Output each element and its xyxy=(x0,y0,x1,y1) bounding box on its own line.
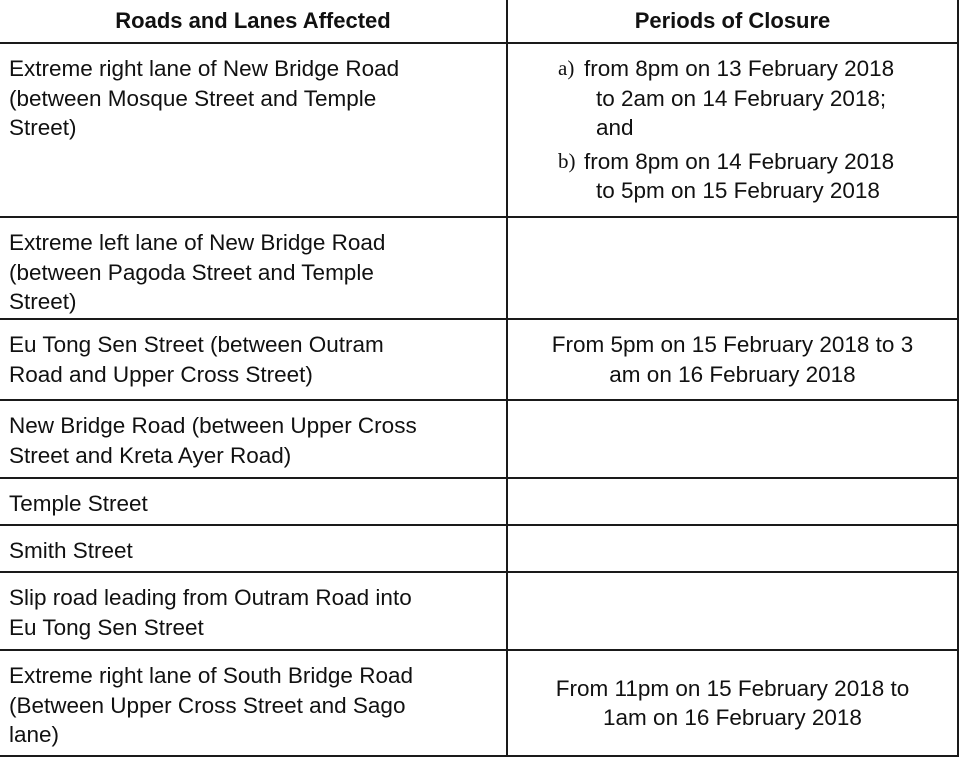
road-line: Eu Tong Sen Street xyxy=(9,614,204,640)
period-cell xyxy=(507,478,958,525)
road-cell xyxy=(0,572,507,650)
road-line: Temple Street xyxy=(9,491,148,516)
road-line: Extreme right lane of New Bridge Road xyxy=(9,56,400,81)
road-cell xyxy=(0,478,507,525)
period-line: From 11pm on 15 February 2018 to xyxy=(555,675,910,701)
list-marker: a) xyxy=(558,56,575,80)
road-line: Extreme left lane of New Bridge Road xyxy=(9,230,386,255)
road-cell xyxy=(0,43,507,217)
period-line: and xyxy=(596,115,634,140)
period-list-item xyxy=(558,147,947,206)
table-row xyxy=(0,319,958,400)
road-line: lane) xyxy=(9,722,60,747)
road-line: Street and Kreta Ayer Road) xyxy=(9,442,292,468)
road-cell xyxy=(0,400,507,478)
table-row xyxy=(0,572,958,650)
road-line: Road and Upper Cross Street) xyxy=(9,361,313,387)
road-cell xyxy=(0,319,507,400)
period-list-item xyxy=(558,54,947,143)
period-line: from 8pm on 13 February 2018 xyxy=(584,56,895,81)
table-row xyxy=(0,650,958,756)
header-periods: Periods of Closure xyxy=(507,0,958,43)
period-cell xyxy=(507,572,958,650)
road-line: Street) xyxy=(9,289,77,314)
road-line: Smith Street xyxy=(9,538,133,563)
period-cell xyxy=(507,650,958,756)
period-line: 1am on 16 February 2018 xyxy=(603,705,862,730)
header-row xyxy=(0,0,958,43)
table-row xyxy=(0,525,958,572)
period-cell xyxy=(507,217,958,319)
period-line: to 2am on 14 February 2018; xyxy=(596,85,887,111)
road-line: Street) xyxy=(9,115,77,140)
period-cell xyxy=(507,43,958,217)
road-cell xyxy=(0,525,507,572)
road-line: Eu Tong Sen Street (between Outram xyxy=(9,332,384,357)
road-line: Slip road leading from Outram Road into xyxy=(9,585,412,610)
period-line: am on 16 February 2018 xyxy=(609,361,856,387)
table-row xyxy=(0,43,958,217)
road-line: (between Mosque Street and Temple xyxy=(9,85,377,111)
period-line: from 8pm on 14 February 2018 xyxy=(584,148,895,174)
table-row xyxy=(0,400,958,478)
road-line: New Bridge Road (between Upper Cross xyxy=(9,413,417,438)
header-roads: Roads and Lanes Affected xyxy=(0,0,507,43)
period-text xyxy=(584,147,947,206)
road-cell xyxy=(0,217,507,319)
list-marker: b) xyxy=(558,148,576,173)
table-body xyxy=(0,43,958,756)
table-row xyxy=(0,217,958,319)
period-text xyxy=(584,54,947,143)
period-line: From 5pm on 15 February 2018 to 3 xyxy=(551,332,914,357)
period-cell xyxy=(507,525,958,572)
period-line: to 5pm on 15 February 2018 xyxy=(596,178,880,203)
table-row xyxy=(0,478,958,525)
road-line: (Between Upper Cross Street and Sago xyxy=(9,692,406,718)
road-line: (between Pagoda Street and Temple xyxy=(9,259,374,285)
road-line: Extreme right lane of South Bridge Road xyxy=(9,663,413,688)
period-cell xyxy=(507,400,958,478)
road-cell xyxy=(0,650,507,756)
period-cell xyxy=(507,319,958,400)
